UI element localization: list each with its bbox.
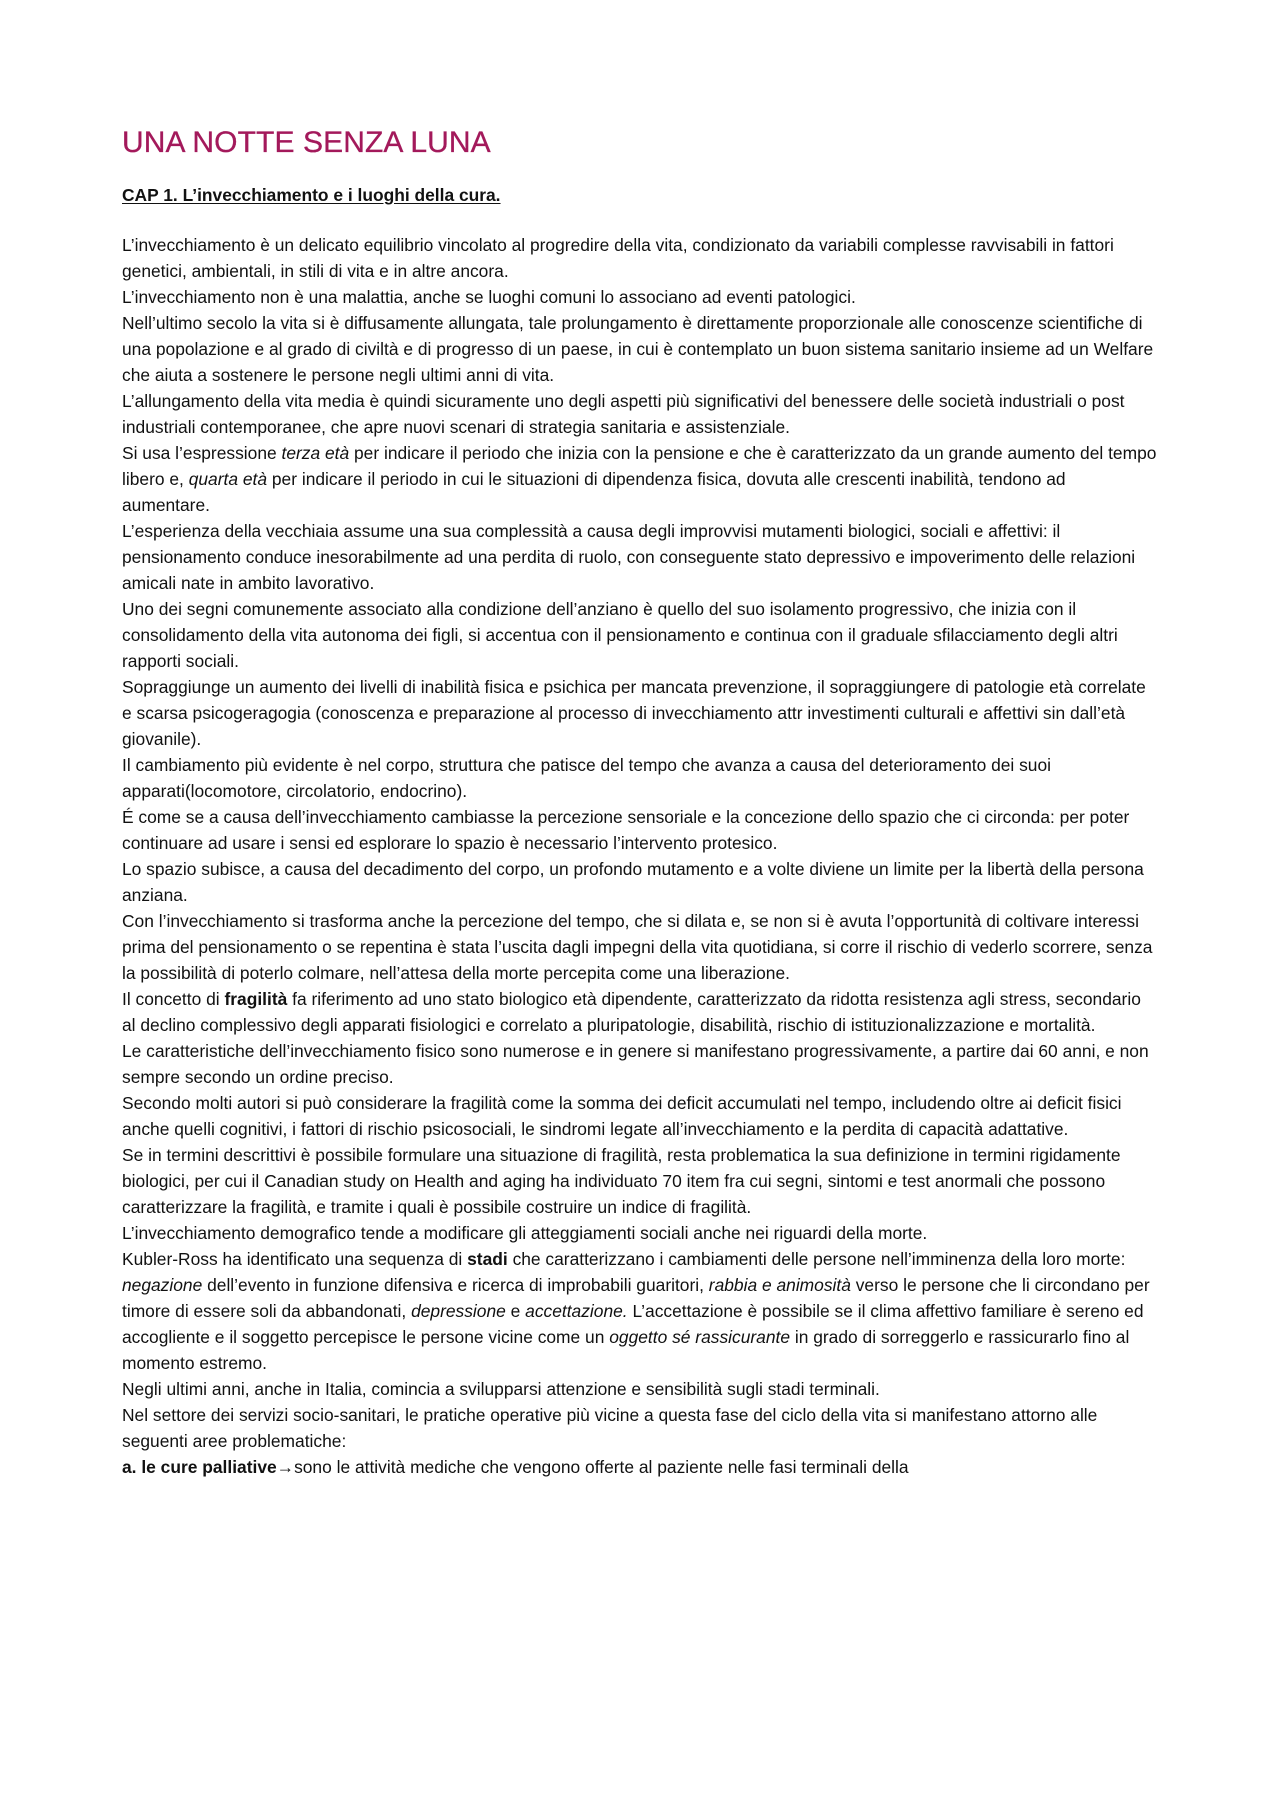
text-run: Si usa l’espressione bbox=[122, 443, 282, 463]
text-run: che caratterizzano i cambiamenti delle persone nell’imminenza della loro morte: bbox=[507, 1249, 1126, 1269]
text-run: Secondo molti autori si può considerare la fragilità come la somma dei deficit accumulati nel tempo, includendo oltre ai deficit fisici anche quelli cognitivi, i fattori di rischio psicosociali, le sindromi legate all’invecchiamento e la perdita di capacità adattative. bbox=[122, 1093, 1122, 1139]
paragraph bbox=[122, 1038, 1158, 1090]
italic-text: terza età bbox=[281, 443, 350, 463]
paragraph bbox=[122, 856, 1158, 908]
text-run: Uno dei segni comunemente associato alla condizione dell’anziano è quello del suo isolamento progressivo, che inizia con il consolidamento della vita autonoma dei figli, si accentua con il pensionamento e continua con il graduale sfilacciamento degli altri rapporti sociali. bbox=[122, 599, 1118, 671]
italic-text: oggetto sé rassicurante bbox=[609, 1327, 791, 1347]
paragraph bbox=[122, 1246, 1158, 1376]
text-run: in grado di sorreggerlo e rassicurarlo fino al momento estremo. bbox=[122, 1327, 1130, 1373]
text-run: Nel settore dei servizi socio-sanitari, le pratiche operative più vicine a questa fase del ciclo della vita si manifestano attorno alle seguenti aree problematiche: bbox=[122, 1405, 1098, 1451]
paragraph bbox=[122, 596, 1158, 674]
text-run: e bbox=[505, 1301, 526, 1321]
italic-text: quarta età bbox=[188, 469, 268, 489]
paragraph bbox=[122, 1402, 1158, 1454]
paragraph bbox=[122, 1220, 1158, 1246]
text-run: per indicare il periodo che inizia con la pensione e che è caratterizzato da un grande aumento del tempo libero e, bbox=[122, 443, 1157, 489]
text-run: Nell’ultimo secolo la vita si è diffusamente allungata, tale prolungamento è direttamente proporzionale alle conoscenze scientifiche di una popolazione e al grado di civiltà e di progresso di un paese, in cui è contemplato un buon sistema sanitario insieme ad un Welfare che aiuta a sostenere le persone negli ultimi anni di vita. bbox=[122, 313, 1154, 385]
text-run: Il concetto di bbox=[122, 989, 225, 1009]
paragraph bbox=[122, 388, 1158, 440]
text-run: Lo spazio subisce, a causa del decadimento del corpo, un profondo mutamento e a volte diviene un limite per la libertà della persona anziana. bbox=[122, 859, 1144, 905]
paragraph bbox=[122, 1376, 1158, 1402]
paragraph bbox=[122, 908, 1158, 986]
paragraph bbox=[122, 674, 1158, 752]
text-run: per indicare il periodo in cui le situazioni di dipendenza fisica, dovuta alle crescenti inabilità, tendono ad aumentare. bbox=[122, 469, 1066, 515]
bold-text: a. le cure palliative bbox=[122, 1457, 277, 1477]
paragraph bbox=[122, 284, 1158, 310]
body-text bbox=[122, 232, 1158, 1480]
text-run: L’esperienza della vecchiaia assume una sua complessità a causa degli improvvisi mutamenti biologici, sociali e affettivi: il pensionamento conduce inesorabilmente ad una perdita di ruolo, con conseguente stato depressivo e impoverimento delle relazioni amicali nate in ambito lavorativo. bbox=[122, 521, 1136, 593]
paragraph bbox=[122, 232, 1158, 284]
chapter-heading: CAP 1. L’invecchiamento e i luoghi della cura. bbox=[122, 185, 501, 205]
italic-text: accettazione. bbox=[525, 1301, 628, 1321]
italic-text: depressione bbox=[411, 1301, 506, 1321]
text-run: fa riferimento ad uno stato biologico età dipendente, caratterizzato da ridotta resistenza agli stress, secondario al declino complessivo degli apparati fisiologici e correlato a pluripatologie, disabilità, rischio di istituzionalizzazione e mortalità. bbox=[122, 989, 1141, 1035]
document-title: UNA NOTTE SENZA LUNA bbox=[122, 126, 491, 159]
text-run: L’invecchiamento è un delicato equilibrio vincolato al progredire della vita, condizionato da variabili complesse ravvisabili in fattori genetici, ambientali, in stili di vita e in altre ancora. bbox=[122, 235, 1114, 281]
paragraph bbox=[122, 518, 1158, 596]
bold-text: stadi bbox=[467, 1249, 508, 1269]
paragraph bbox=[122, 752, 1158, 804]
bold-text: fragilità bbox=[224, 989, 288, 1009]
paragraph bbox=[122, 1142, 1158, 1220]
text-run: L’invecchiamento non è una malattia, anche se luoghi comuni lo associano ad eventi patologici. bbox=[122, 287, 856, 307]
text-run: L’invecchiamento demografico tende a modificare gli atteggiamenti sociali anche nei riguardi della morte. bbox=[122, 1223, 928, 1243]
text-run: verso le persone che li circondano per timore di essere soli da abbandonati, bbox=[122, 1275, 1150, 1321]
text-run: Negli ultimi anni, anche in Italia, comincia a svilupparsi attenzione e sensibilità sugli stadi terminali. bbox=[122, 1379, 880, 1399]
paragraph bbox=[122, 986, 1158, 1038]
paragraph bbox=[122, 1090, 1158, 1142]
text-run: L’accettazione è possibile se il clima affettivo familiare è sereno ed accogliente e il soggetto percepisce le persone vicine come un bbox=[122, 1301, 1144, 1347]
text-run: Kubler-Ross ha identificato una sequenza di bbox=[122, 1249, 468, 1269]
italic-text: rabbia e animosità bbox=[708, 1275, 851, 1295]
text-run: Con l’invecchiamento si trasforma anche la percezione del tempo, che si dilata e, se non si è avuta l’opportunità di coltivare interessi prima del pensionamento o se repentina è stata l’uscita dagli impegni della vita quotidiana, si corre il rischio di vederlo scorrere, senza la possibilità di poterlo colmare, nell’attesa della morte percepita come una liberazione. bbox=[122, 911, 1153, 983]
text-run: É come se a causa dell’invecchiamento cambiasse la percezione sensoriale e la concezione dello spazio che ci circonda: per poter continuare ad usare i sensi ed esplorare lo spazio è necessario l’intervento protesico. bbox=[122, 807, 1130, 853]
text-run: dell’evento in funzione difensiva e ricerca di improbabili guaritori, bbox=[202, 1275, 709, 1295]
text-run: Il cambiamento più evidente è nel corpo, struttura che patisce del tempo che avanza a causa del deterioramento dei suoi apparati(locomotore, circolatorio, endocrino). bbox=[122, 755, 1052, 801]
text-run: Sopraggiunge un aumento dei livelli di inabilità fisica e psichica per mancata prevenzione, il sopraggiungere di patologie età correlate e scarsa psicogeragogia (conoscenza e preparazione al processo di invecchiamento attr investimenti culturali e affettivi sin dall’età giovanile). bbox=[122, 677, 1146, 749]
paragraph bbox=[122, 440, 1158, 518]
paragraph bbox=[122, 310, 1158, 388]
italic-text: negazione bbox=[122, 1275, 203, 1295]
text-run: Se in termini descrittivi è possibile formulare una situazione di fragilità, resta problematica la sua definizione in termini rigidamente biologici, per cui il Canadian study on Health and aging ha individuato 70 item fra cui segni, sintomi e test anormali che possono caratterizzare la fragilità, e tramite i quali è possibile costruire un indice di fragilità. bbox=[122, 1145, 1121, 1217]
text-run: Le caratteristiche dell’invecchiamento fisico sono numerose e in genere si manifestano progressivamente, a partire dai 60 anni, e non sempre secondo un ordine preciso. bbox=[122, 1041, 1149, 1087]
text-run: →sono le attività mediche che vengono offerte al paziente nelle fasi terminali della bbox=[276, 1457, 909, 1477]
text-run: L’allungamento della vita media è quindi sicuramente uno degli aspetti più significativi del benessere delle società industriali o post industriali contemporanee, che apre nuovi scenari di strategia sanitaria e assistenziale. bbox=[122, 391, 1125, 437]
paragraph bbox=[122, 804, 1158, 856]
paragraph bbox=[122, 1454, 1158, 1480]
